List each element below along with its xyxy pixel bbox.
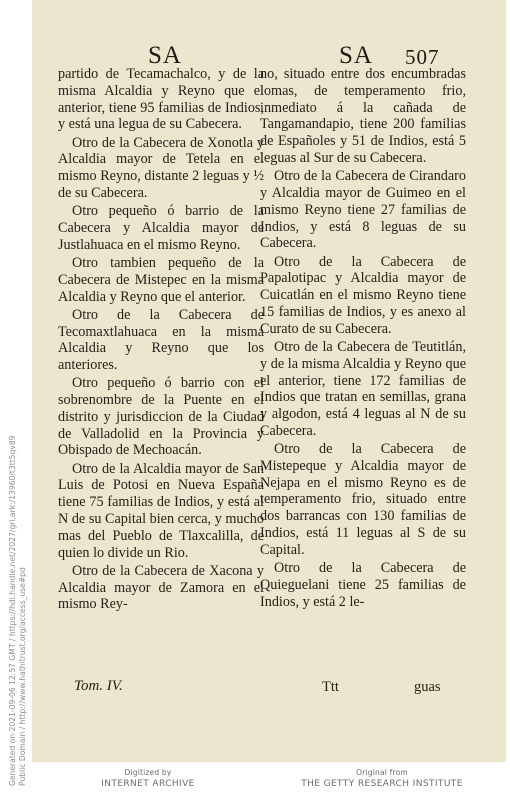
paragraph: Otro de la Cabecera de Xacona y Alcaldia mayor de Zamora en el mismo Rey-	[58, 562, 264, 613]
left-text-column	[58, 66, 264, 615]
paragraph: Otro de la Cabecera de Quieguelani tiene 25 familias de Indios, y está 2 le-	[260, 560, 466, 610]
paragraph: no, situado entre dos encumbradas lomas, de temperamento frio, inmediato á la cañada de Tangamandapio, tiene 200 familias de Españoles y 51 de Indios, está 5 leguas al Sur de su Cabecera.	[260, 66, 466, 166]
running-head-right: SA	[339, 42, 373, 69]
signature-mark: Ttt	[322, 679, 339, 695]
paragraph: Otro de la Cabecera de Papalotipac y Alcaldia mayor de Cuicatlán en el mismo Reyno tiene 15 familias de Indios, y es anexo al Curato de su Cabecera.	[260, 253, 466, 337]
volume-signature: Tom. IV.	[74, 678, 123, 694]
paragraph: Otro de la Cabecera de Cirandaro y Alcaldia mayor de Guimeo en el mismo Reyno tiene 27 familias de Indios, y está 8 leguas de su Cabecera.	[260, 168, 466, 252]
public-domain-stamp-text: Public Domain / http://www.hathitrust.org/access_use#pd	[18, 567, 27, 786]
paragraph: Otro de la Alcaldia mayor de San Luis de Potosi en Nueva España tiene 75 familias de Indios, y está al N de su Capital bien cerca, y mucho mas del Pueblo de Tlaxcalilla, de quien lo divide un Rio.	[58, 460, 264, 561]
paragraph: Otro pequeño ó barrio con el sobrenombre de la Puente en el distrito y jurisdiccion de la Ciudad de Valladolid en la Provincia y Obispado de Mechoacán.	[58, 375, 264, 459]
digitized-by-label: Digitized by	[124, 768, 172, 777]
running-head-left: SA	[148, 42, 182, 69]
right-text-column	[260, 66, 466, 612]
page-number: 507	[405, 45, 440, 69]
paragraph: Otro de la Cabecera de Teutitlán, y de la misma Alcaldia y Reyno que el anterior, tiene 172 familias de Indios que tratan en semillas, grana y algodon, está 4 leguas al N de su Cabecera.	[260, 338, 466, 439]
paragraph: Otro de la Cabecera de Tecomaxtlahuaca en la misma Alcaldia y Reyno que los anteriores.	[58, 306, 264, 374]
paragraph: Otro de la Cabecera de Mistepeque y Alcaldia mayor de Nejapa en el mismo Reyno es de temperamento frio, situado entre dos barrancas con 130 familias de Indios, está 11 leguas al S de su Capital.	[260, 441, 466, 558]
original-from-label: Original from	[356, 768, 408, 777]
paragraph: partido de Tecamachalco, y de la misma Alcaldia y Reyno que el anterior, tiene 95 familias de Indios, y está una legua de su Cabecera.	[58, 66, 264, 133]
catchword: guas	[414, 679, 441, 695]
getty-institute-label: THE GETTY RESEARCH INSTITUTE	[301, 779, 463, 789]
internet-archive-label: INTERNET ARCHIVE	[101, 779, 195, 789]
paragraph: Otro tambien pequeño de la Cabecera de Mistepec en la misma Alcaldia y Reyno que el anterior.	[58, 254, 264, 305]
paragraph: Otro pequeño ó barrio de la Cabecera y Alcaldia mayor de Justlahuaca en el mismo Reyno.	[58, 203, 264, 253]
paragraph: Otro de la Cabecera de Xonotla y Alcaldia mayor de Tetela en el mismo Reyno, distante 2 leguas y ½ de su Cabecera.	[58, 134, 264, 201]
original-from-credit	[282, 768, 482, 789]
hathitrust-side-stamp	[1, 410, 25, 790]
digitized-by-credit	[48, 768, 248, 789]
generated-stamp-text: Generated on 2021-09-06 12:57 GMT / https://hdl.handle.net/2027/gri.ark:/13960/t3tt5qv89	[8, 435, 17, 786]
